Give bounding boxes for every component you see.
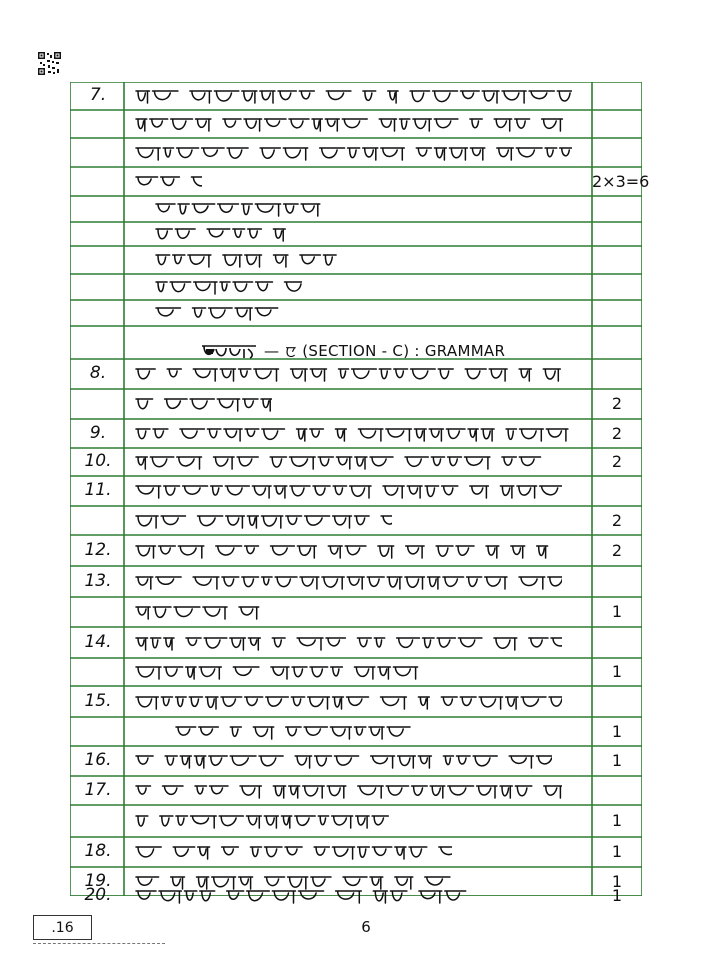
marks-cell: 1 — [611, 602, 623, 621]
marks-cell: 1 — [611, 871, 623, 891]
handwritten-question-line — [152, 249, 342, 271]
handwritten-question-line — [132, 480, 562, 502]
question-number: 14. — [84, 631, 112, 652]
marks-cell: 2 — [611, 452, 623, 471]
marks-cell: 2 — [611, 423, 623, 443]
handwritten-question-line — [132, 85, 572, 107]
section-word-handwritten — [200, 340, 258, 362]
answer-table — [70, 82, 650, 905]
handwritten-question-line — [132, 780, 562, 802]
handwritten-question-line — [152, 223, 302, 245]
handwritten-question-line — [132, 451, 552, 473]
handwritten-question-line — [132, 810, 392, 832]
footer-divider — [33, 943, 165, 944]
question-number: 7. — [89, 85, 107, 105]
question-number: 20. — [84, 885, 112, 905]
marks-cell: 1 — [611, 721, 623, 741]
handwritten-question-line — [132, 363, 562, 385]
question-number: 17. — [84, 779, 112, 800]
question-number: 18. — [84, 841, 112, 861]
question-number: 12. — [84, 539, 112, 560]
handwritten-question-line — [132, 750, 552, 772]
handwritten-question-line — [132, 571, 562, 593]
question-number: 9. — [89, 422, 107, 443]
handwritten-question-line — [152, 276, 302, 298]
section-prefix: — — [264, 342, 280, 360]
question-number: 15. — [84, 690, 112, 711]
marks-cell: 1 — [611, 751, 623, 770]
marks-cell: 2 — [611, 394, 623, 413]
handwritten-question-line — [132, 691, 562, 713]
section-label: (SECTION - C) : GRAMMAR — [302, 342, 506, 360]
handwritten-question-line — [172, 721, 422, 743]
question-number: 11. — [84, 480, 112, 500]
question-number: 10. — [84, 451, 112, 471]
handwritten-question-line — [132, 113, 572, 135]
handwritten-question-line — [132, 632, 562, 654]
handwritten-question-line — [132, 841, 452, 863]
section-heading — [200, 338, 505, 364]
marks-cell: 2 — [611, 540, 623, 560]
marks-cell: 2×3=6 — [592, 171, 650, 191]
handwritten-question-line — [132, 661, 422, 683]
marks-cell: 1 — [611, 842, 623, 861]
marks-cell: 1 — [611, 886, 623, 905]
handwritten-question-line — [152, 302, 282, 324]
handwritten-question-line — [132, 885, 472, 907]
qr-code-icon — [37, 51, 62, 76]
marks-cell: 1 — [611, 811, 623, 830]
section-letter: ꯅ — [285, 342, 297, 361]
question-number: 13. — [84, 570, 112, 591]
handwritten-question-line — [132, 142, 572, 164]
marks-cell: 1 — [611, 662, 623, 681]
handwritten-question-line — [132, 510, 392, 532]
page-number: 6 — [361, 918, 371, 936]
handwritten-question-line — [132, 423, 572, 445]
question-number: 8. — [89, 363, 107, 383]
question-number: 16. — [84, 750, 112, 770]
marks-cell: 2 — [611, 510, 623, 530]
handwritten-question-line — [132, 601, 262, 623]
question-number: 19. — [84, 870, 112, 891]
handwritten-question-line — [152, 198, 322, 220]
handwritten-question-line — [132, 171, 202, 193]
handwritten-question-line — [132, 540, 552, 562]
handwritten-question-line — [132, 393, 272, 415]
page-code-box: .16 — [33, 915, 92, 940]
